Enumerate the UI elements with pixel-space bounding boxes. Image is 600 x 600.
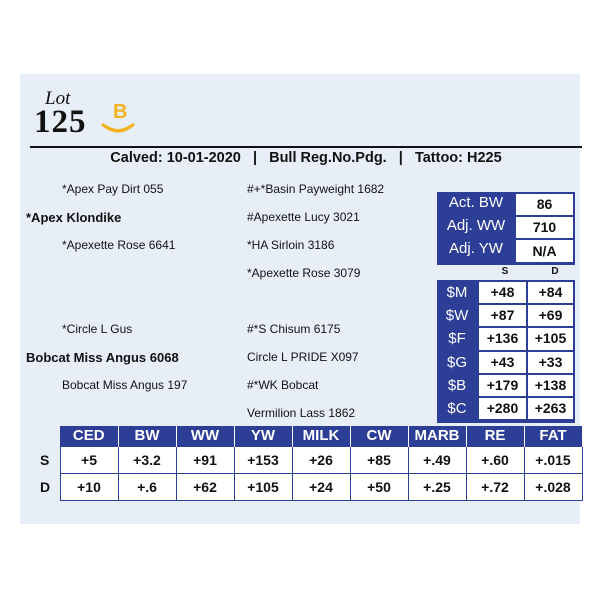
- epd-cell-bw: +.6: [118, 473, 176, 500]
- index-sire-value: +179: [479, 375, 526, 396]
- epd-col-milk: MILK: [292, 426, 350, 446]
- index-dam-value: +33: [528, 352, 573, 373]
- epd-cell-ww: +62: [176, 473, 234, 500]
- pedigree-sire: *Apex Klondike: [26, 210, 122, 225]
- lot-label: Lot: [45, 88, 71, 109]
- epd-cell-bw: +3.2: [118, 446, 176, 473]
- index-label-f: $F: [448, 330, 466, 348]
- pedigree-dam: Bobcat Miss Angus 6068: [26, 350, 179, 365]
- index-dam-value: +105: [528, 328, 573, 349]
- epd-cell-milk: +26: [292, 446, 350, 473]
- epd-col-ced: CED: [60, 426, 118, 446]
- epd-row-d: [40, 473, 582, 500]
- epd-cell-yw: +105: [234, 473, 292, 500]
- index-sire-value: +48: [479, 282, 526, 303]
- lot-number: 125: [34, 104, 87, 140]
- epd-cell-fat: +.015: [524, 446, 582, 473]
- index-label-m: $M: [446, 284, 468, 301]
- calved-reg-tattoo-line: Calved: 10-01-2020 | Bull Reg.No.Pdg. | Tattoo: H225: [110, 150, 502, 166]
- epd-cell-marb: +.25: [408, 473, 466, 500]
- index-label-w: $W: [445, 307, 469, 325]
- index-dam-value: +84: [528, 282, 573, 303]
- epd-cell-fat: +.028: [524, 473, 582, 500]
- pedigree-dsd-3: #*WK Bobcat: [247, 378, 319, 392]
- epd-header-row: [40, 426, 582, 446]
- index-sire-value: +43: [479, 352, 526, 373]
- epd-cell-cw: +50: [350, 473, 408, 500]
- pedigree-dsd-1: #*S Chisum 6175: [247, 322, 341, 336]
- epd-row-label: D: [40, 478, 51, 495]
- epd-table: [40, 426, 583, 501]
- index-sire-value: +87: [479, 305, 526, 326]
- epd-cell-re: +.60: [466, 446, 524, 473]
- index-sire-value: +280: [479, 398, 526, 419]
- index-label-b: $B: [447, 376, 467, 394]
- header-divider: [30, 146, 582, 148]
- epd-col-cw: CW: [350, 426, 408, 446]
- breed-badge-letter: B: [113, 101, 128, 123]
- weight-value-adj-yw: N/A: [516, 240, 573, 262]
- pedigree-dsd-4: Vermilion Lass 1862: [247, 406, 356, 420]
- weight-label-adj-yw: Adj. YW: [449, 240, 503, 257]
- index-dam-value: +69: [528, 305, 573, 326]
- index-dam-value: +138: [528, 375, 573, 396]
- pedigree-sire-dam: *Apexette Rose 6641: [62, 238, 176, 252]
- weight-value-adj-ww: 710: [516, 217, 573, 238]
- pedigree-ssd-3: *HA Sirloin 3186: [247, 238, 335, 252]
- epd-cell-ww: +91: [176, 446, 234, 473]
- epd-col-bw: BW: [118, 426, 176, 446]
- epd-cell-cw: +85: [350, 446, 408, 473]
- epd-cell-milk: +24: [292, 473, 350, 500]
- index-label-g: $G: [446, 353, 467, 371]
- epd-col-ww: WW: [176, 426, 234, 446]
- weight-label-act-bw: Act. BW: [448, 194, 504, 211]
- epd-col-yw: YW: [234, 426, 292, 446]
- epd-cell-re: +.72: [466, 473, 524, 500]
- epd-col-re: RE: [466, 426, 524, 446]
- index-dam-value: +263: [528, 398, 573, 419]
- pedigree-ssd-4: *Apexette Rose 3079: [247, 266, 361, 280]
- index-sire-value: +136: [479, 328, 526, 349]
- epd-row-s: [40, 446, 582, 473]
- epd-cell-marb: +.49: [408, 446, 466, 473]
- index-header-s: S: [501, 266, 509, 277]
- epd-cell-ced: +10: [60, 473, 118, 500]
- epd-cell-yw: +153: [234, 446, 292, 473]
- weight-label-adj-ww: Adj. WW: [446, 217, 506, 234]
- epd-col-fat: FAT: [524, 426, 582, 446]
- epd-header-corner: [40, 426, 60, 446]
- pedigree-dam-sire: *Circle L Gus: [62, 322, 133, 336]
- pedigree-dam-dam: Bobcat Miss Angus 197: [62, 378, 188, 392]
- weight-value-act-bw: 86: [516, 194, 573, 215]
- pedigree-dsd-2: Circle L PRIDE X097: [247, 350, 359, 364]
- epd-col-marb: MARB: [408, 426, 466, 446]
- pedigree-ssd-2: #Apexette Lucy 3021: [247, 210, 360, 224]
- epd-row-label: S: [40, 451, 50, 468]
- index-label-c: $C: [447, 400, 467, 417]
- pedigree-ssd-1: #+*Basin Payweight 1682: [247, 182, 385, 196]
- pedigree-sire-sire: *Apex Pay Dirt 055: [62, 182, 164, 196]
- index-header-d: D: [551, 266, 559, 277]
- epd-cell-ced: +5: [60, 446, 118, 473]
